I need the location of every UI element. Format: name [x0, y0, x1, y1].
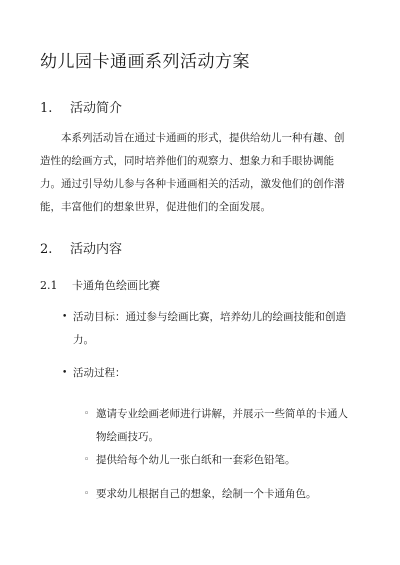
- circle-bullet: ◦: [84, 489, 90, 499]
- circle-bullet: ◦: [84, 455, 90, 465]
- section-1-paragraph: 本系列活动旨在通过卡通画的形式，提供给幼儿一种有趣、创造性的绘画方式，同时培养他们的观察力、想象力和手眼协调能力。通过引导幼儿参与各种卡通画相关的活动，激发他们的创作潜能，丰富他们的想象世界，促进他们的全面发展。: [40, 132, 345, 213]
- subsection-2-1-number: 2.1: [40, 279, 58, 292]
- step-item: 要求幼儿根据自己的想象，绘制一个卡通角色。: [96, 488, 317, 500]
- section-1-number: 1.: [40, 101, 53, 116]
- step-item: 邀请专业绘画老师进行讲解，并展示一些简单的卡通人物绘画技巧。: [96, 408, 348, 443]
- section-1-heading: [40, 97, 122, 116]
- section-2-number: 2.: [40, 242, 53, 257]
- subsection-2-1-heading: [40, 277, 160, 293]
- subsection-2-1-title: 卡通角色绘画比赛: [72, 279, 160, 292]
- section-1-title: 活动简介: [70, 101, 123, 116]
- bullet-item: 活动目标：通过参与绘画比赛，培养幼儿的绘画技能和创造力。: [73, 311, 346, 346]
- section-2-heading: [40, 238, 122, 257]
- bullet-dot: •: [62, 368, 68, 378]
- bullet-dot: •: [62, 312, 68, 322]
- section-2-title: 活动内容: [70, 242, 123, 257]
- document-title: 幼儿园卡通画系列活动方案: [40, 52, 250, 72]
- bullet-item: 活动过程：: [73, 367, 126, 379]
- circle-bullet: ◦: [84, 409, 90, 419]
- step-item: 提供给每个幼儿一张白纸和一套彩色铅笔。: [96, 454, 296, 466]
